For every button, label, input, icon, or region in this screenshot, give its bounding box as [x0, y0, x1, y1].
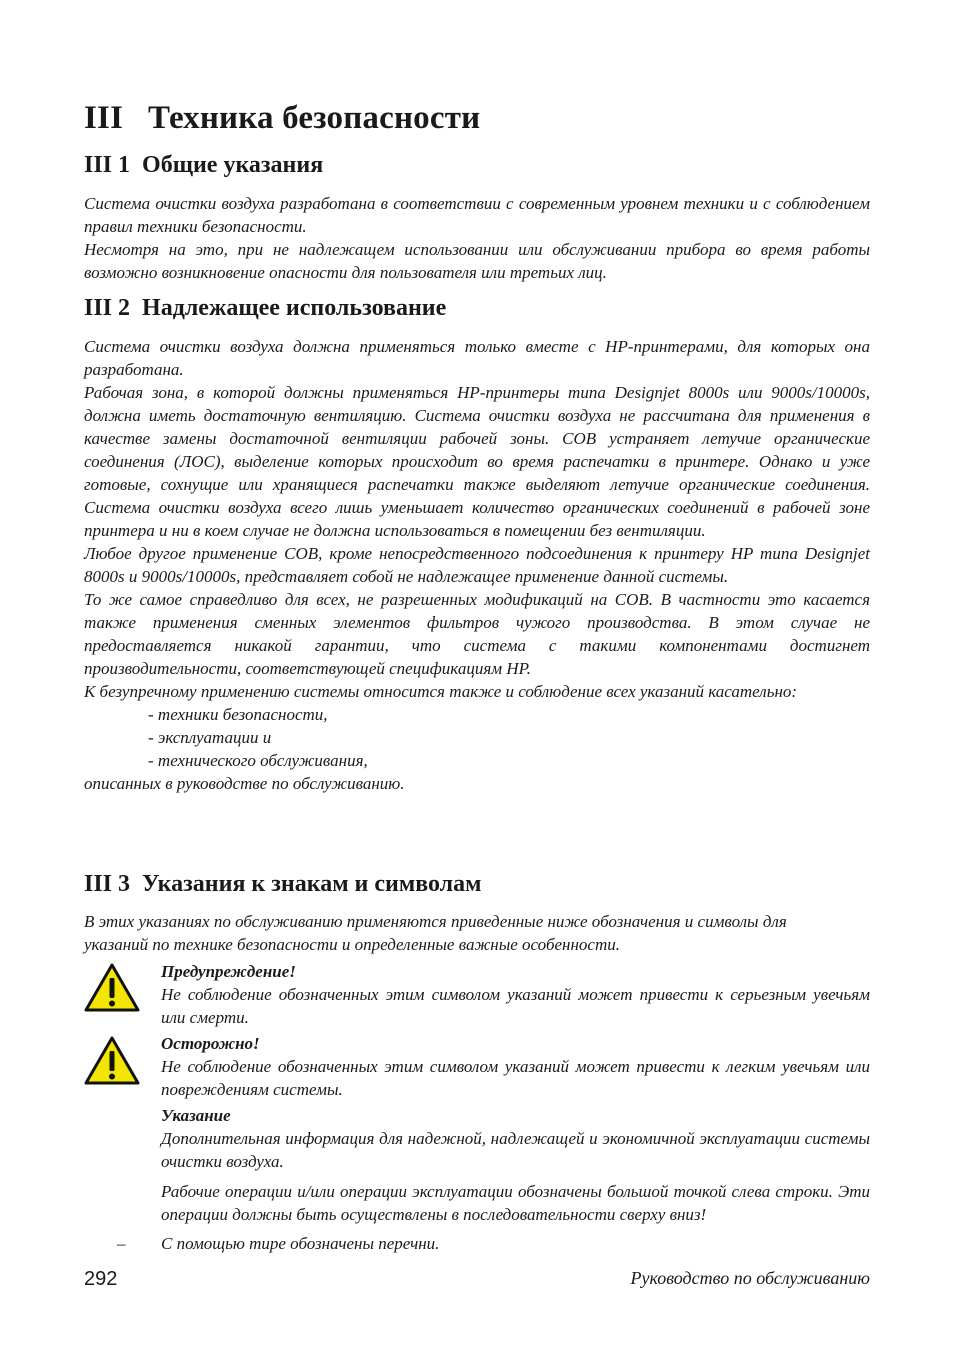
chapter-heading [84, 100, 480, 137]
operations-note-text: Рабочие операции и/или операции эксплуатации обозначены большой точкой слева строки. Эти операции должны быть осуществлены в последовательности сверху вниз! [161, 1182, 870, 1224]
info-notice [84, 1104, 870, 1173]
dash-note [84, 1232, 870, 1255]
paragraph: К безупречному применению системы относится также и соблюдение всех указаний касательно: [84, 682, 798, 701]
section-intro [84, 910, 854, 956]
notice-title: Предупреждение! [161, 962, 296, 981]
section-number: III 1 [84, 152, 131, 178]
section-title: Общие указания [142, 152, 324, 178]
paragraph: Несмотря на это, при не надлежащем использовании или обслуживании прибора во время работы возможно возникновение опасности для пользователя или третьих лиц. [84, 240, 870, 282]
notice-text: Дополнительная информация для надежной, надлежащей и экономичной эксплуатации системы очистки воздуха. [161, 1129, 870, 1171]
section-title: Указания к знакам и символам [142, 871, 482, 897]
document-page [84, 0, 870, 1350]
notice-text: Не соблюдение обозначенных этим символом указаний может привести к серьезным увечьям или смерти. [161, 985, 870, 1027]
notice-title: Осторожно! [161, 1034, 260, 1053]
dash-marker: – [117, 1234, 126, 1253]
paragraph: В этих указаниях по обслуживанию применяются приведенные ниже обозначения и символы для указаний по технике безопасности и определенные важные особенности. [84, 912, 787, 954]
chapter-number: III [84, 100, 124, 136]
paragraph: Любое другое применение COB, кроме непосредственного подсоединения к принтеру HP типа Designjet 8000s и 9000s/10000s, представляет собой не надлежащее применение данной системы. [84, 544, 870, 586]
bullet-list [84, 703, 870, 772]
section-heading [84, 295, 446, 322]
paragraph: описанных в руководстве по обслуживанию. [84, 774, 405, 793]
footer-title: Руководство по обслуживанию [630, 1268, 870, 1288]
notice-text: Не соблюдение обозначенных этим символом указаний может привести к легким увечьям или повреждениям системы. [161, 1057, 870, 1099]
chapter-title: Техника безопасности [148, 100, 481, 136]
section-heading [84, 871, 482, 898]
warning-triangle-icon [84, 963, 140, 1013]
operations-note [84, 1180, 870, 1226]
paragraph: Система очистки воздуха должна применяться только вместе с HP-принтерами, для которых она разработана. [84, 337, 870, 379]
paragraph: Рабочая зона, в которой должны применяться HP-принтеры типа Designjet 8000s или 9000s/10000s, должна иметь достаточную вентиляцию. Система очистки воздуха не рассчитана для применения в качестве замены достаточной вентиляции рабочей зоны. COB устраняет летучие органические соединения (ЛОС), выделение которых происходит во время распечатки в принтере. Однако и уже готовые, сохнущие или хранящиеся распечатки также выделяют летучие органические соединения. Система очистки воздуха всего лишь уменьшает количество органических соединений в рабочей зоне принтера и ни в коем случае не должна использоваться в помещении без вентиляции. [84, 383, 870, 540]
section-body [84, 192, 870, 284]
section-number: III 3 [84, 871, 131, 897]
paragraph: Система очистки воздуха разработана в соответствии с современным уровнем техники и с соблюдением правил техники безопасности. [84, 194, 870, 236]
page-number: 292 [84, 1268, 118, 1290]
caution-triangle-icon [84, 1036, 140, 1086]
caution-notice [84, 1032, 870, 1101]
warning-notice [84, 960, 870, 1029]
section-title: Надлежащее использование [142, 295, 447, 321]
list-item: - технического обслуживания, [148, 751, 368, 770]
list-item: - техники безопасности, [148, 705, 328, 724]
notice-title: Указание [161, 1106, 231, 1125]
paragraph: То же самое справедливо для всех, не разрешенных модификаций на COB. В частности это касается также применения сменных элементов фильтров чужого производства. В этом случае не предоставляется никакой гарантии, что система с такими компонентами достигнет производительности, соответствующей спецификациям HP. [84, 590, 870, 678]
dash-note-text: С помощью тире обозначены перечни. [161, 1234, 440, 1253]
section-number: III 2 [84, 295, 131, 321]
section-body [84, 335, 870, 795]
section-heading [84, 152, 323, 179]
list-item: - эксплуатации и [148, 728, 272, 747]
